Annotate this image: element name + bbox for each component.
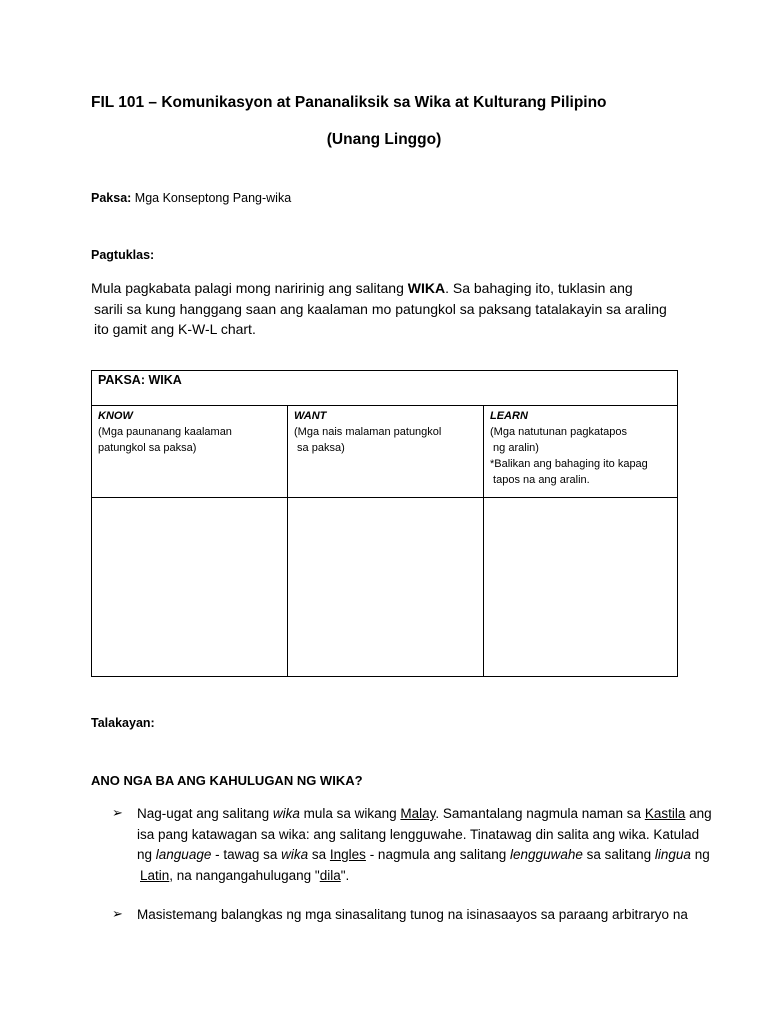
pagtuklas-paragraph: [91, 278, 667, 340]
bullet-line: [137, 866, 712, 887]
link-kastila[interactable]: Kastila: [644, 806, 686, 821]
arrow-bullet-icon: ➢: [112, 906, 123, 921]
text-run: ng: [690, 847, 710, 862]
kwl-label-row: [92, 406, 678, 498]
kwl-know-heading: KNOW: [98, 410, 133, 422]
kwl-learn-cell: [484, 406, 678, 498]
text-run: . Samantalang nagmula naman sa: [435, 806, 645, 821]
text-run: sarili sa kung hanggang saan ang kaalaman mo patungkol sa paksang tatalakayin sa araling: [94, 300, 667, 317]
link-latin[interactable]: Latin: [140, 867, 170, 883]
text-run: ".: [340, 867, 350, 883]
text-run: ng: [137, 847, 156, 862]
text-run: mula sa wikang: [299, 806, 401, 821]
bullet-line: Masistemang balangkas ng mga sinasalitang tunog na isinasaayos sa paraang arbitraryo na: [137, 907, 688, 922]
kwl-chart: [91, 370, 678, 677]
text-run: ito gamit ang K-W-L chart.: [94, 321, 256, 337]
text-run: Mula pagkabata palagi mong naririnig ang salitang: [91, 280, 408, 296]
kwl-answer-row: [92, 498, 678, 677]
text-run: ang: [685, 806, 712, 821]
topic-value: Mga Konseptong Pang-wika: [134, 191, 292, 205]
section-question: ANO NGA BA ANG KAHULUGAN NG WIKA?: [91, 773, 363, 788]
bullet-line: isa pang katawagan sa wika: ang salitang lengguwahe. Tinatawag din salita ang wika. Katulad: [137, 826, 700, 842]
keyword-wika: WIKA: [407, 280, 446, 296]
kwl-want-desc: sa paksa): [294, 442, 345, 454]
paragraph-line-1: [91, 278, 667, 299]
talakayan-heading: Talakayan:: [91, 716, 155, 730]
kwl-header-row: [92, 371, 678, 406]
kwl-want-answer-cell[interactable]: [288, 498, 484, 677]
term-wika: wika: [281, 847, 309, 862]
term-language: language: [155, 847, 212, 862]
text-run: , na nangangahulugang ": [169, 867, 320, 883]
bullet-item-2: [137, 905, 688, 926]
text-run: . Sa bahaging ito, tuklasin ang: [445, 280, 633, 296]
term-wika: wika: [272, 806, 300, 821]
paragraph-line-2: [91, 299, 667, 320]
week-label: (Unang Linggo): [326, 131, 442, 148]
link-dila[interactable]: dila: [319, 867, 341, 883]
bullet-line: [137, 845, 712, 866]
link-malay[interactable]: Malay: [400, 806, 436, 821]
topic-line: [91, 191, 291, 205]
kwl-learn-desc: (Mga natutunan pagkatapos: [490, 426, 627, 438]
text-run: - nagmula ang salitang: [365, 847, 511, 862]
text-run: Nag-ugat ang salitang: [137, 806, 273, 821]
kwl-know-desc: patungkol sa paksa): [98, 442, 197, 454]
link-ingles[interactable]: Ingles: [329, 847, 366, 862]
text-run: sa salitang: [582, 847, 655, 862]
kwl-want-cell: [288, 406, 484, 498]
term-lingua: lingua: [654, 847, 691, 862]
kwl-topic-cell: PAKSA: WIKA: [92, 371, 678, 406]
text-run: - tawag sa: [211, 847, 282, 862]
bullet-line: [137, 804, 712, 825]
arrow-bullet-icon: ➢: [112, 805, 123, 820]
kwl-learn-heading: LEARN: [490, 410, 528, 422]
kwl-know-desc: (Mga paunanang kaalaman: [98, 426, 232, 438]
kwl-know-cell: [92, 406, 288, 498]
paragraph-line-3: [91, 319, 667, 340]
kwl-know-answer-cell[interactable]: [92, 498, 288, 677]
kwl-want-desc: (Mga nais malaman patungkol: [294, 426, 442, 438]
kwl-learn-note: tapos na ang aralin.: [490, 474, 590, 486]
topic-label: Paksa:: [91, 191, 132, 205]
term-lengguwahe: lengguwahe: [510, 847, 583, 862]
kwl-learn-desc: ng aralin): [490, 442, 539, 454]
bullet-item-1: [137, 804, 712, 886]
kwl-want-heading: WANT: [294, 410, 327, 422]
kwl-learn-answer-cell[interactable]: [484, 498, 678, 677]
kwl-learn-note: *Balikan ang bahaging ito kapag: [490, 458, 648, 470]
text-run: sa: [308, 847, 330, 862]
pagtuklas-heading: Pagtuklas:: [91, 248, 155, 262]
document-title: FIL 101 – Komunikasyon at Pananaliksik sa Wika at Kulturang Pilipino: [91, 94, 607, 111]
